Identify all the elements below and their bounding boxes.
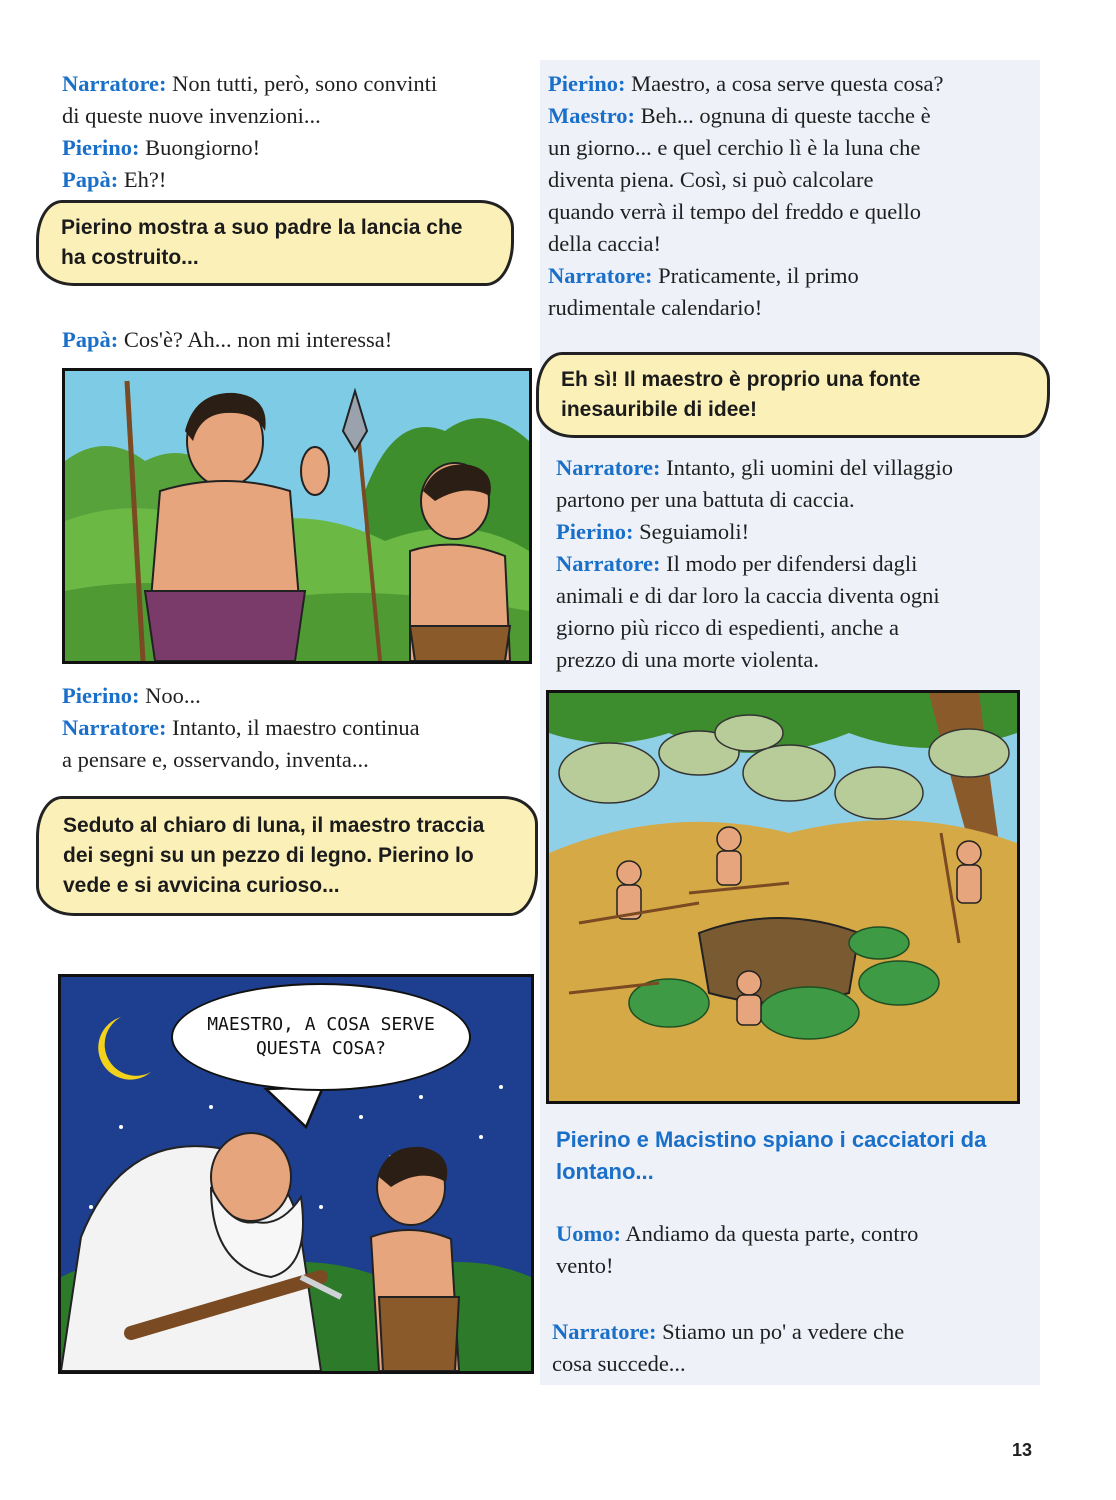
dialogue-line [556, 452, 1040, 484]
dialogue-line [62, 132, 530, 164]
dialogue-line [62, 680, 530, 712]
caption-text: Seduto al chiaro di luna, il maestro traccia dei segni su un pezzo di legno. Pierino lo vede e si avvicina curioso... [63, 814, 485, 897]
line-text: animali e di dar loro la caccia diventa ogni [556, 583, 940, 608]
dialogue-line [548, 196, 1032, 228]
dialogue-line [62, 712, 530, 744]
panel-art-spear [65, 371, 529, 661]
dialogue-line-papa [62, 324, 530, 356]
dialogue-line [62, 100, 530, 132]
line-text: Andiamo da questa parte, contro [620, 1221, 919, 1246]
line-text: cosa succede... [552, 1351, 686, 1376]
speaker: Narratore: [62, 715, 167, 740]
dialogue-line [556, 548, 1040, 580]
dialogue-line [552, 1348, 1022, 1380]
speaker: Pierino: [62, 135, 140, 160]
line-text: Intanto, gli uomini del villaggio [660, 455, 953, 480]
line-text: Maestro, a cosa serve questa cosa? [625, 71, 944, 96]
dialogue-block-right-4 [552, 1316, 1022, 1380]
dialogue-line [62, 164, 530, 196]
comic-panel-moon [58, 974, 534, 1374]
speaker: Narratore: [62, 71, 167, 96]
dialogue-line [548, 164, 1032, 196]
dialogue-block-2 [62, 680, 530, 776]
speaker: Pierino: [548, 71, 626, 96]
dialogue-line [556, 1250, 1026, 1282]
line-text: un giorno... e quel cerchio lì è la luna che [548, 135, 921, 160]
line-text: Noo... [139, 683, 201, 708]
line-text: della caccia! [548, 231, 662, 256]
comic-panel-spear [62, 368, 532, 664]
dialogue-line [556, 644, 1040, 676]
caption-text: Pierino mostra a suo padre la lancia che ha costruito... [61, 216, 463, 269]
left-column [62, 68, 530, 196]
line-text: Seguiamoli! [633, 519, 750, 544]
dialogue-line [552, 1316, 1022, 1348]
line-text: diventa piena. Così, si può calcolare [548, 167, 874, 192]
right-column [548, 68, 1032, 324]
dialogue-line [556, 1218, 1026, 1250]
line-text: prezzo di una morte violenta. [556, 647, 820, 672]
line-text: Non tutti, però, sono convinti [166, 71, 438, 96]
caption-box-2 [36, 796, 538, 916]
line-text: Cos'è? Ah... non mi interessa! [118, 327, 393, 352]
line-text: di queste nuove invenzioni... [62, 103, 321, 128]
line-text: a pensare e, osservando, inventa... [62, 747, 369, 772]
page-number: 13 [1011, 1440, 1032, 1460]
line-text: Beh... ognuna di queste tacche è [635, 103, 931, 128]
dialogue-block-1 [62, 68, 530, 196]
caption-box-1 [36, 200, 514, 286]
speaker: Narratore: [548, 263, 653, 288]
line-text: vento! [556, 1253, 614, 1278]
line-text: giorno più ricco di espedienti, anche a [556, 615, 900, 640]
speaker: Papà: [62, 327, 119, 352]
line-text: Stiamo un po' a vedere che [656, 1319, 905, 1344]
speaker: Narratore: [556, 455, 661, 480]
dialogue-block-right-1 [548, 68, 1032, 324]
line-text: Buongiorno! [139, 135, 261, 160]
speaker: Pierino: [62, 683, 140, 708]
speaker: Papà: [62, 167, 119, 192]
comic-panel-hunters [546, 690, 1020, 1104]
speaker: Pierino: [556, 519, 634, 544]
dialogue-line [556, 484, 1040, 516]
dialogue-line [556, 516, 1040, 548]
dialogue-line [62, 68, 530, 100]
dialogue-line [548, 292, 1032, 324]
speaker: Uomo: [556, 1221, 621, 1246]
speech-bubble [171, 983, 471, 1091]
speaker: Maestro: [548, 103, 636, 128]
caption-text: Eh sì! Il maestro è proprio una fonte inesauribile di idee! [561, 368, 921, 421]
line-text: Intanto, il maestro continua [166, 715, 420, 740]
speaker: Narratore: [556, 551, 661, 576]
dialogue-line [548, 260, 1032, 292]
dialogue-line [62, 744, 530, 776]
caption-box-right [536, 352, 1050, 438]
blue-caption-text [556, 1124, 1026, 1188]
line-text: Praticamente, il primo [652, 263, 859, 288]
dialogue-block-right-3 [556, 1218, 1026, 1282]
line-text: quando verrà il tempo del freddo e quello [548, 199, 921, 224]
panel-art-hunters [549, 693, 1017, 1101]
line-text: Eh?! [118, 167, 167, 192]
speaker: Narratore: [552, 1319, 657, 1344]
speech-text: MAESTRO, A COSA SERVE QUESTA COSA? [207, 1014, 435, 1059]
dialogue-block-right-2 [556, 452, 1040, 676]
dialogue-line [556, 612, 1040, 644]
line-text: Il modo per difendersi dagli [660, 551, 918, 576]
dialogue-line [548, 228, 1032, 260]
line-text: rudimentale calendario! [548, 295, 763, 320]
dialogue-line [556, 580, 1040, 612]
dialogue-line [548, 100, 1032, 132]
dialogue-line [548, 68, 1032, 100]
dialogue-line [548, 132, 1032, 164]
line-text: partono per una battuta di caccia. [556, 487, 855, 512]
caption-text: Pierino e Macistino spiano i cacciatori da lontano... [556, 1127, 987, 1184]
